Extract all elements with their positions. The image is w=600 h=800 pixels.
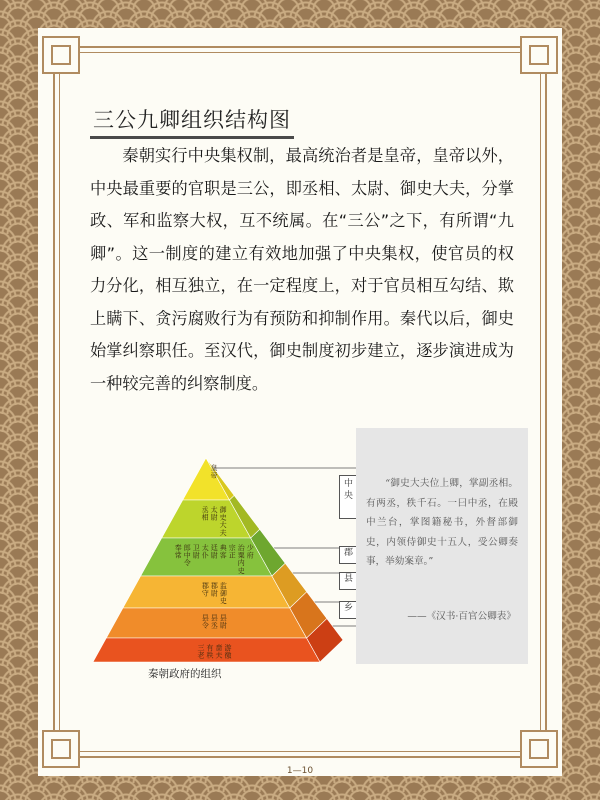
- quote-text: “御史大夫位上卿，掌副丞相。有两丞，秩千石。一曰中丞，在殿中兰台，掌图籍秘书，外督部御史，内领侍御史十五人，受公卿奏事，举劾案章。”: [366, 478, 518, 567]
- level-tag-township: 乡: [339, 601, 358, 619]
- pyramid-office-label: 太仆: [201, 544, 209, 560]
- corner-ornament: [520, 730, 558, 768]
- pyramid-office-label: 廷尉: [210, 544, 218, 560]
- pyramid-office-label: 有秩: [206, 644, 214, 660]
- pyramid-office-label: 宗正: [228, 544, 236, 560]
- pyramid-layer-front: [183, 458, 230, 500]
- quote-source: ——《汉书·百官公卿表》: [407, 611, 516, 622]
- pyramid-office-label: 游徼: [224, 644, 232, 660]
- pyramid-office-label: 典客: [219, 544, 227, 560]
- pyramid-office-label: 县丞: [210, 614, 218, 630]
- pyramid-office-label: 三老: [197, 644, 205, 660]
- corner-ornament: [520, 36, 558, 74]
- pyramid-office-label: 丞相: [201, 506, 209, 522]
- page-number: 1—10: [286, 766, 314, 776]
- body-paragraph: 秦朝实行中央集权制，最高统治者是皇帝，皇帝以外，中央最重要的官职是三公，即丞相、太尉、御史大夫，分掌政、军和监察大权，互不统属。在“三公”之下，有所谓“九卿”。这一制度的建立有效地加强了中央集权，使官员的权力分化，相互独立，在一定程度上，对于官员相互勾结、欺上瞒下、贪污腐败行为有预防和抑制作用。秦代以后，御史始掌纠察职任。至汉代，御史制度初步建立，逐步演进成为一种较完善的纠察制度。: [90, 146, 514, 393]
- quote-box: [356, 428, 528, 664]
- page-panel: [38, 28, 562, 776]
- level-tag-central: 中 央: [339, 475, 358, 519]
- pyramid-office-label: 郡尉: [210, 582, 218, 598]
- page-title: 三公九卿组织结构图: [90, 106, 294, 139]
- pyramid-office-label: 奉常: [174, 544, 182, 560]
- pyramid-office-label: 啬夫: [215, 644, 223, 660]
- pyramid-office-label: 郡守: [201, 582, 209, 598]
- corner-ornament: [42, 36, 80, 74]
- diagram-caption: 秦朝政府的组织: [148, 668, 222, 680]
- level-tag-county: 县: [339, 572, 358, 590]
- pyramid-office-label: 监御史: [219, 582, 227, 606]
- pyramid-office-label: 太尉: [210, 506, 218, 522]
- pyramid-office-label: 少府: [246, 544, 254, 560]
- pyramid-office-label: 治粟内史: [237, 544, 245, 575]
- pyramid-office-label: 县尉: [219, 614, 227, 630]
- pyramid-office-label: 卫尉: [192, 544, 200, 560]
- level-tag-commandery: 郡: [339, 546, 358, 564]
- pyramid-office-label: 皇帝: [210, 464, 218, 480]
- pyramid-office-label: 县令: [201, 614, 209, 630]
- pyramid-office-label: 御史大夫: [219, 506, 227, 537]
- pyramid-office-label: 郎中令: [183, 544, 191, 568]
- corner-ornament: [42, 730, 80, 768]
